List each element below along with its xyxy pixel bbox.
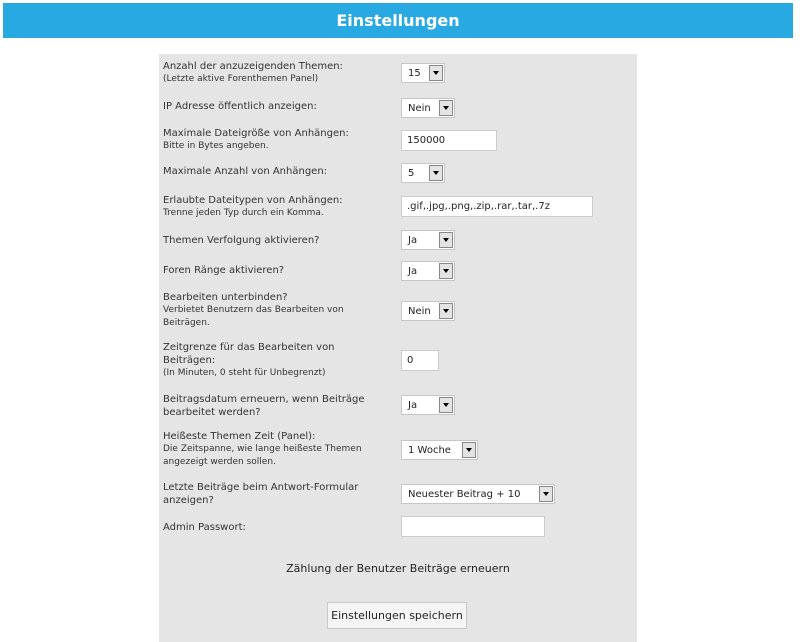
chevron-down-icon [539,486,553,502]
setting-row-hottest-time [159,430,637,467]
setting-row-thread-tracking [159,230,637,250]
topics-count-label: Anzahl der anzuzeigenden Themen: [163,61,343,72]
topics-count-select[interactable] [401,63,445,83]
latest-posts-select[interactable] [401,484,555,504]
reset-post-count-link[interactable]: Zählung der Benutzer Beiträge erneuern [286,562,510,575]
show-ip-label: IP Adresse öffentlich anzeigen: [163,101,317,112]
max-attachments-label: Maximale Anzahl von Anhängen: [163,166,328,177]
chevron-down-icon [439,263,453,279]
thread-tracking-value: Ja [408,235,418,246]
chevron-down-icon [429,165,443,181]
chevron-down-icon [439,100,453,116]
hottest-time-label: Heißeste Themen Zeit (Panel): [163,431,316,442]
setting-row-prevent-editing [159,291,637,328]
setting-row-forum-ranks [159,261,637,281]
prevent-editing-hint: Verbietet Benutzern das Bearbeiten von Beiträgen. [163,305,344,328]
max-attachments-select[interactable] [401,163,445,183]
chevron-down-icon [439,397,453,413]
save-settings-button[interactable]: Einstellungen speichern [327,602,467,629]
admin-password-input[interactable] [401,516,545,537]
edit-timelimit-hint: (In Minuten, 0 steht für Unbegrenzt) [163,368,326,378]
hottest-time-value: 1 Woche [408,445,451,456]
hottest-time-hint: Die Zeitspanne, wie lange heißeste Themen angezeigt werden sollen. [163,444,362,467]
prevent-editing-label: Bearbeiten unterbinden? [163,292,288,303]
filetypes-hint: Trenne jeden Typ durch ein Komma. [163,208,324,218]
setting-row-topics-count [159,60,637,84]
setting-row-latest-posts [159,481,637,506]
max-attachments-value: 5 [408,168,415,179]
edit-timelimit-input[interactable]: 0 [401,350,439,371]
chevron-down-icon [429,65,443,81]
update-postdate-value: Ja [408,400,418,411]
admin-password-label: Admin Passwort: [163,522,246,533]
forum-ranks-label: Foren Ränge aktivieren? [163,265,285,276]
thread-tracking-select[interactable] [401,230,455,250]
topics-count-value: 15 [408,68,421,79]
filetypes-input[interactable]: .gif,.jpg,.png,.zip,.rar,.tar,.7z [401,196,593,217]
forum-ranks-select[interactable] [401,261,455,281]
page-title: Einstellungen [336,11,460,30]
show-ip-value: Nein [408,103,431,114]
setting-row-show-ip [159,98,637,118]
filetypes-label: Erlaubte Dateitypen von Anhängen: [163,195,343,206]
hottest-time-select[interactable] [401,440,478,460]
chevron-down-icon [439,232,453,248]
thread-tracking-label: Themen Verfolgung aktivieren? [163,235,320,246]
topics-count-hint: (Letzte aktive Forenthemen Panel) [163,74,319,84]
latest-posts-value: Neuester Beitrag + 10 [408,489,521,500]
forum-ranks-value: Ja [408,266,418,277]
page-header [3,3,793,38]
chevron-down-icon [439,303,453,319]
latest-posts-label: Letzte Beiträge beim Antwort-Formular anzeigen? [163,482,359,506]
max-filesize-input[interactable]: 150000 [401,130,497,151]
settings-panel [159,54,637,642]
show-ip-select[interactable] [401,98,455,118]
prevent-editing-select[interactable] [401,301,455,321]
setting-row-update-postdate [159,393,637,418]
update-postdate-label: Beitragsdatum erneuern, wenn Beiträge bearbeitet werden? [163,394,365,418]
max-filesize-label: Maximale Dateigröße von Anhängen: [163,128,349,139]
setting-row-max-attachments [159,163,637,183]
edit-timelimit-label: Zeitgrenze für das Bearbeiten von Beiträgen: [163,342,335,366]
max-filesize-hint: Bitte in Bytes angeben. [163,141,269,151]
chevron-down-icon [462,442,476,458]
update-postdate-select[interactable] [401,395,455,415]
prevent-editing-value: Nein [408,306,431,317]
